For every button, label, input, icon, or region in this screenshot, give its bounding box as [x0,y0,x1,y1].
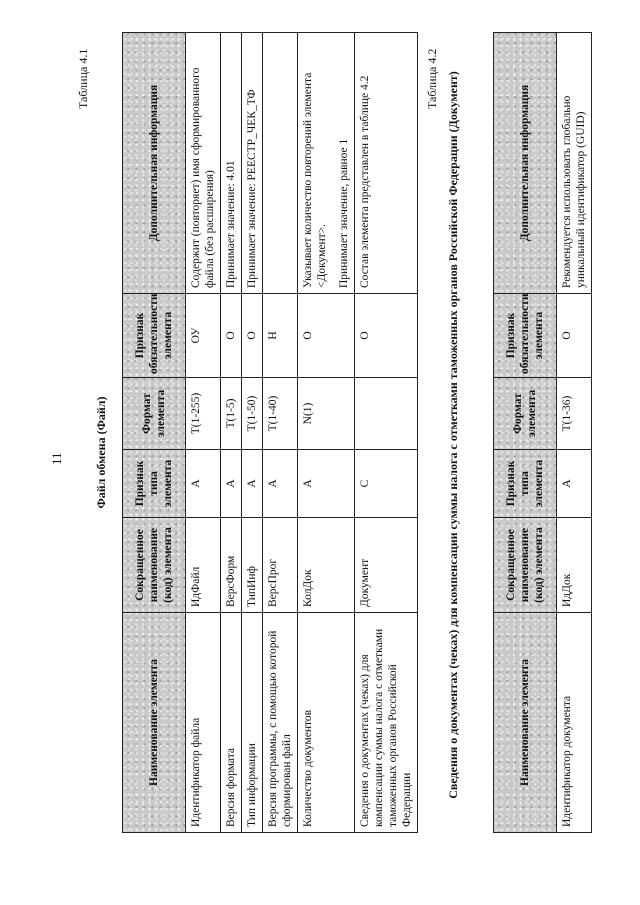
table-row [242,33,263,833]
cell-code: Документ [355,518,418,613]
cell-required: О [242,294,263,378]
cell-name: Версия программы, с помощью которой сформирован файл [263,613,298,833]
table-4-2-title: Сведения о документах (чеках) для компенсации суммы налога с отметками таможенных органов Российской Федерации (Документ) [446,71,460,799]
cell-format: Т(1-50) [242,378,263,450]
header-element-required: Признак обязательности элемента [494,294,557,378]
table-header-row [123,33,186,833]
cell-name: Идентификатор файла [186,613,221,833]
document-info-table [493,32,592,833]
cell-format [355,378,418,450]
page-number: 11 [49,452,64,465]
table-4-2-label: Таблица 4.2 [425,48,439,109]
cell-info: Принимает значение: РЕЕСТР_ЧЕК_ТФ [242,33,263,294]
cell-required: О [221,294,242,378]
info-spacer [329,38,337,288]
cell-code: ВерсПрог [263,518,298,613]
header-element-name: Наименование элемента [123,613,186,833]
cell-name: Идентификатор документа [557,613,592,833]
cell-format: Т(1-40) [263,378,298,450]
table-row [186,33,221,833]
cell-code: ИдФайл [186,518,221,613]
table-row [263,33,298,833]
table-4-1-label: Таблица 4.1 [76,48,90,109]
cell-type: А [186,450,221,518]
cell-type: А [221,450,242,518]
cell-code: ИдДок [557,518,592,613]
header-element-format: Формат элемента [494,378,557,450]
cell-format: Т(1-5) [221,378,242,450]
table-row [221,33,242,833]
header-element-type: Признак типа элемента [123,450,186,518]
cell-format: Т(1-36) [557,378,592,450]
cell-required: О [298,294,355,378]
cell-format: Т(1-255) [186,378,221,450]
cell-info [298,33,355,294]
cell-info: Принимает значение: 4.01 [221,33,242,294]
header-element-name: Наименование элемента [494,613,557,833]
cell-code: ТипИнф [242,518,263,613]
header-additional-info: Дополнительная информация [123,33,186,294]
cell-required: ОУ [186,294,221,378]
header-additional-info: Дополнительная информация [494,33,557,294]
cell-required: О [557,294,592,378]
header-element-required: Признак обязательности элемента [123,294,186,378]
cell-type: А [298,450,355,518]
cell-type: А [263,450,298,518]
table-4-1-title: Файл обмена (Файл) [94,396,108,509]
cell-name: Сведения о документах (чеках) для компенсации суммы налога с отметками таможенных органов Российской Федерации [355,613,418,833]
header-element-code: Сокращенное наименование (код) элемента [123,518,186,613]
info-line: Принимает значение, равное 1 [338,138,350,288]
cell-info: Состав элемента представлен в таблице 4.2 [355,33,418,294]
header-element-format: Формат элемента [123,378,186,450]
cell-type: С [355,450,418,518]
header-element-type: Признак типа элемента [494,450,557,518]
cell-required: Н [263,294,298,378]
cell-info: Рекомендуется использовать глобально уникальный идентификатор (GUID) [557,33,592,294]
cell-code: ВерсФорм [221,518,242,613]
info-line: Указывает количество повторений элемента <Документ>. [302,72,328,288]
cell-code: КолДок [298,518,355,613]
table-header-row [494,33,557,833]
cell-type: А [242,450,263,518]
cell-name: Количество документов [298,613,355,833]
cell-required: О [355,294,418,378]
cell-info: Содержит (повторяет) имя сформированного файла (без расширения) [186,33,221,294]
cell-name: Тип информации [242,613,263,833]
cell-name: Версия формата [221,613,242,833]
cell-format: N(1) [298,378,355,450]
header-element-code: Сокращенное наименование (код) элемента [494,518,557,613]
file-exchange-table [122,32,418,833]
cell-type: А [557,450,592,518]
cell-info [263,33,298,294]
table-row [298,33,355,833]
table-row [557,33,592,833]
table-row [355,33,418,833]
